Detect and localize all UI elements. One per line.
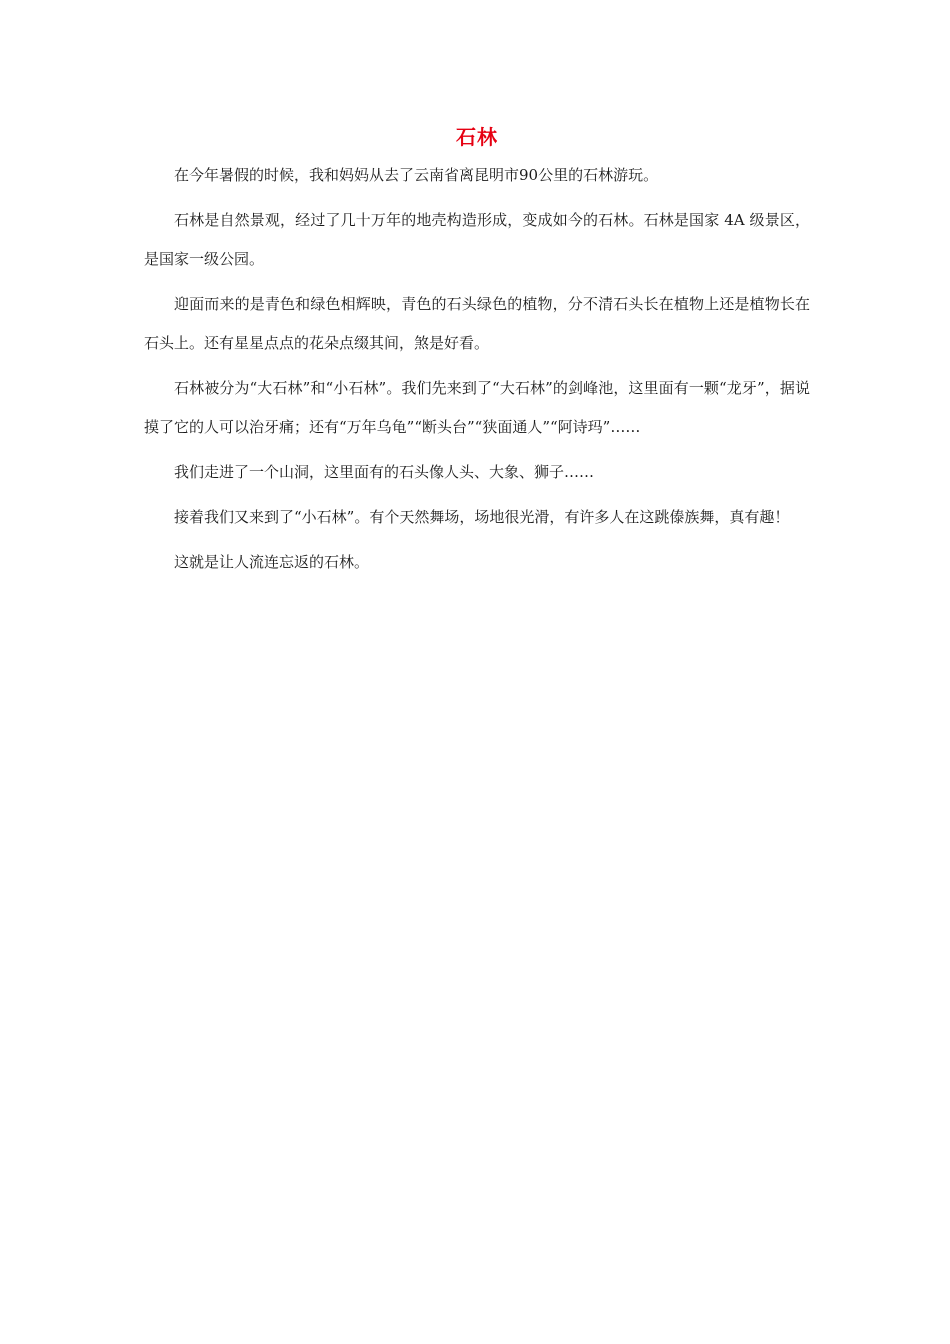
paragraph-3: 迎面而来的是青色和绿色相辉映，青色的石头绿色的植物，分不清石头长在植物上还是植物长在石头上。还有星星点点的花朵点缀其间，煞是好看。: [144, 295, 810, 352]
paragraph-6: 接着我们又来到了“小石林”。有个天然舞场，场地很光滑，有许多人在这跳傣族舞，真有趣！: [174, 508, 790, 526]
paragraph-5: 我们走进了一个山洞，这里面有的石头像人头、大象、狮子……: [174, 463, 595, 481]
paragraph-7: 这就是让人流连忘返的石林。: [174, 553, 370, 571]
document-title: 石林: [456, 125, 498, 149]
document-body: [144, 118, 810, 588]
paragraph-2: 石林是自然景观，经过了几十万年的地壳构造形成，变成如今的石林。石林是国家 4A 级景区，是国家一级公园。: [144, 211, 810, 268]
paragraph-1: 在今年暑假的时候，我和妈妈从去了云南省离昆明市90公里的石林游玩。: [174, 166, 659, 184]
paragraph-4: 石林被分为“大石林”和“小石林”。我们先来到了“大石林”的剑峰池，这里面有一颗“龙牙”，据说摸了它的人可以治牙痛；还有“万年乌龟”“断头台”“狭面通人”“阿诗玛”……: [144, 379, 810, 436]
